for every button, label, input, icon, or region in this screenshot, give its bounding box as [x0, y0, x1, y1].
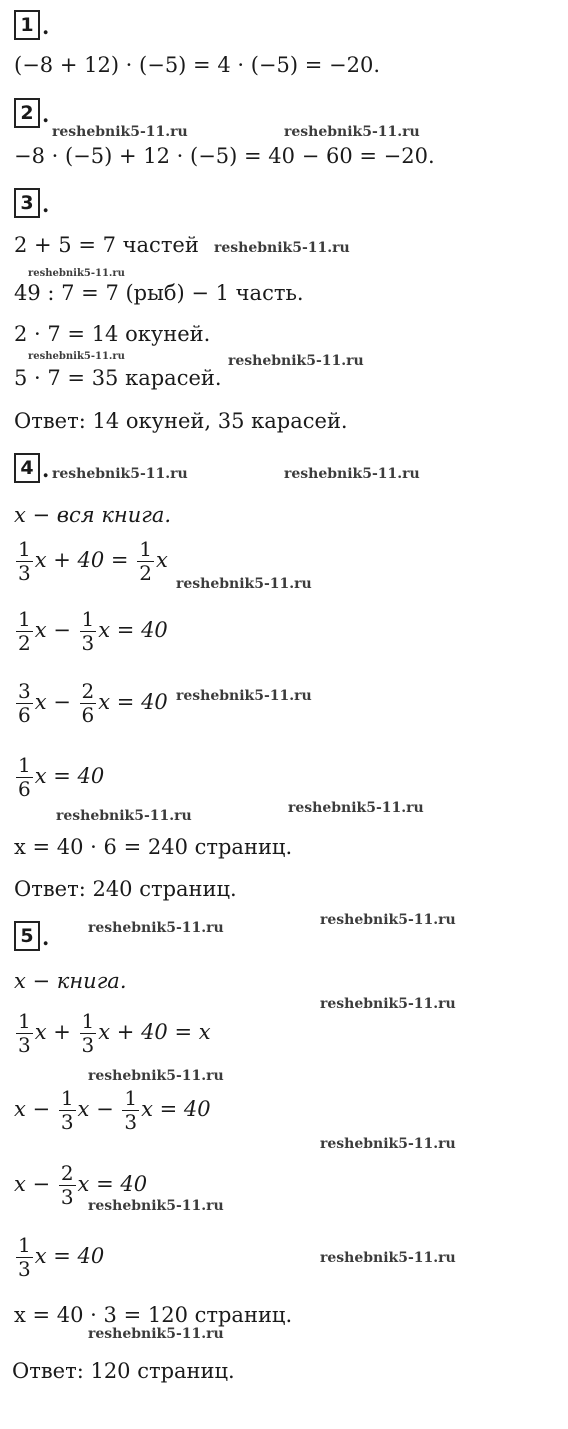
- task4-line5: x = 40 · 6 = 240 страниц.: [14, 835, 293, 859]
- task-number-3: 3: [14, 188, 40, 218]
- watermark: reshebnik5-11.ru: [88, 920, 224, 936]
- watermark: reshebnik5-11.ru: [88, 1198, 224, 1214]
- task1-line1: (−8 + 12) · (−5) = 4 · (−5) = −20.: [14, 53, 380, 77]
- fraction: $\frac{1}{6}$: [18, 753, 31, 801]
- task5-intro: x − книга.: [14, 969, 127, 993]
- task3-line1: 2 + 5 = 7 частей: [14, 233, 199, 257]
- fraction: $\frac{1}{3}$: [18, 537, 31, 585]
- task3-line4: 5 · 7 = 35 карасей.: [14, 366, 222, 390]
- watermark: reshebnik5-11.ru: [320, 1250, 456, 1266]
- task5-equation-4: $\frac{1}{3}$ x = 40: [18, 1233, 105, 1281]
- watermark: reshebnik5-11.ru: [88, 1326, 224, 1342]
- fraction: $\frac{1}{3}$: [81, 607, 95, 655]
- watermark: reshebnik5-11.ru: [176, 688, 312, 704]
- task-number-dot: .: [42, 102, 50, 127]
- fraction: $\frac{1}{2}$: [139, 537, 152, 585]
- watermark: reshebnik5-11.ru: [56, 808, 192, 824]
- task4-equation-3: $\frac{3}{6}$ x − $\frac{2}{6}$ x = 40: [18, 679, 168, 727]
- task-number-dot: .: [42, 457, 50, 482]
- task5-equation-3: x − $\frac{2}{3}$ x = 40: [14, 1161, 148, 1209]
- task5-line5: x = 40 · 3 = 120 страниц.: [14, 1303, 293, 1327]
- watermark: reshebnik5-11.ru: [284, 124, 420, 140]
- watermark: reshebnik5-11.ru: [288, 800, 424, 816]
- task4-intro: x − вся книга.: [14, 503, 172, 527]
- fraction: $\frac{3}{6}$: [18, 679, 31, 727]
- watermark: reshebnik5-11.ru: [52, 124, 188, 140]
- watermark: reshebnik5-11.ru: [214, 240, 350, 256]
- watermark: reshebnik5-11.ru: [176, 576, 312, 592]
- fraction: $\frac{1}{3}$: [81, 1009, 95, 1057]
- task5-answer: Ответ: 120 страниц.: [12, 1359, 235, 1383]
- task4-answer: Ответ: 240 страниц.: [14, 877, 237, 901]
- fraction: $\frac{1}{2}$: [18, 607, 31, 655]
- fraction: $\frac{1}{3}$: [18, 1233, 31, 1281]
- task4-equation-2: $\frac{1}{2}$ x − $\frac{1}{3}$ x = 40: [18, 607, 168, 655]
- task4-equation-1: $\frac{1}{3}$ x + 40 = $\frac{1}{2}$ x: [18, 537, 168, 585]
- watermark: reshebnik5-11.ru: [228, 353, 364, 369]
- fraction: $\frac{1}{3}$: [124, 1086, 138, 1134]
- watermark: reshebnik5-11.ru: [52, 466, 188, 482]
- watermark: reshebnik5-11.ru: [28, 268, 125, 279]
- watermark: reshebnik5-11.ru: [320, 996, 456, 1012]
- task3-answer: Ответ: 14 окуней, 35 карасей.: [14, 409, 348, 433]
- fraction: $\frac{2}{6}$: [81, 679, 95, 727]
- task-number-dot: .: [42, 925, 50, 950]
- task-number-1: 1: [14, 10, 40, 40]
- fraction: $\frac{1}{3}$: [60, 1086, 74, 1134]
- task-number-4: 4: [14, 453, 40, 483]
- watermark: reshebnik5-11.ru: [320, 912, 456, 928]
- task3-line3: 2 · 7 = 14 окуней.: [14, 322, 211, 346]
- watermark: reshebnik5-11.ru: [88, 1068, 224, 1084]
- watermark: reshebnik5-11.ru: [284, 466, 420, 482]
- task5-equation-1: $\frac{1}{3}$ x + $\frac{1}{3}$ x + 40 = x: [18, 1009, 211, 1057]
- task-number-5: 5: [14, 921, 40, 951]
- task4-equation-4: $\frac{1}{6}$ x = 40: [18, 753, 105, 801]
- task3-line2: 49 : 7 = 7 (рыб) − 1 часть.: [14, 281, 304, 305]
- fraction: $\frac{2}{3}$: [60, 1161, 74, 1209]
- task2-line1: −8 · (−5) + 12 · (−5) = 40 − 60 = −20.: [14, 144, 435, 168]
- fraction: $\frac{1}{3}$: [18, 1009, 31, 1057]
- task5-equation-2: x − $\frac{1}{3}$ x − $\frac{1}{3}$ x = 40: [14, 1086, 211, 1134]
- task-number-dot: .: [42, 192, 50, 217]
- task-number-dot: .: [42, 14, 50, 39]
- watermark: reshebnik5-11.ru: [320, 1136, 456, 1152]
- task-number-2: 2: [14, 98, 40, 128]
- watermark: reshebnik5-11.ru: [28, 351, 125, 362]
